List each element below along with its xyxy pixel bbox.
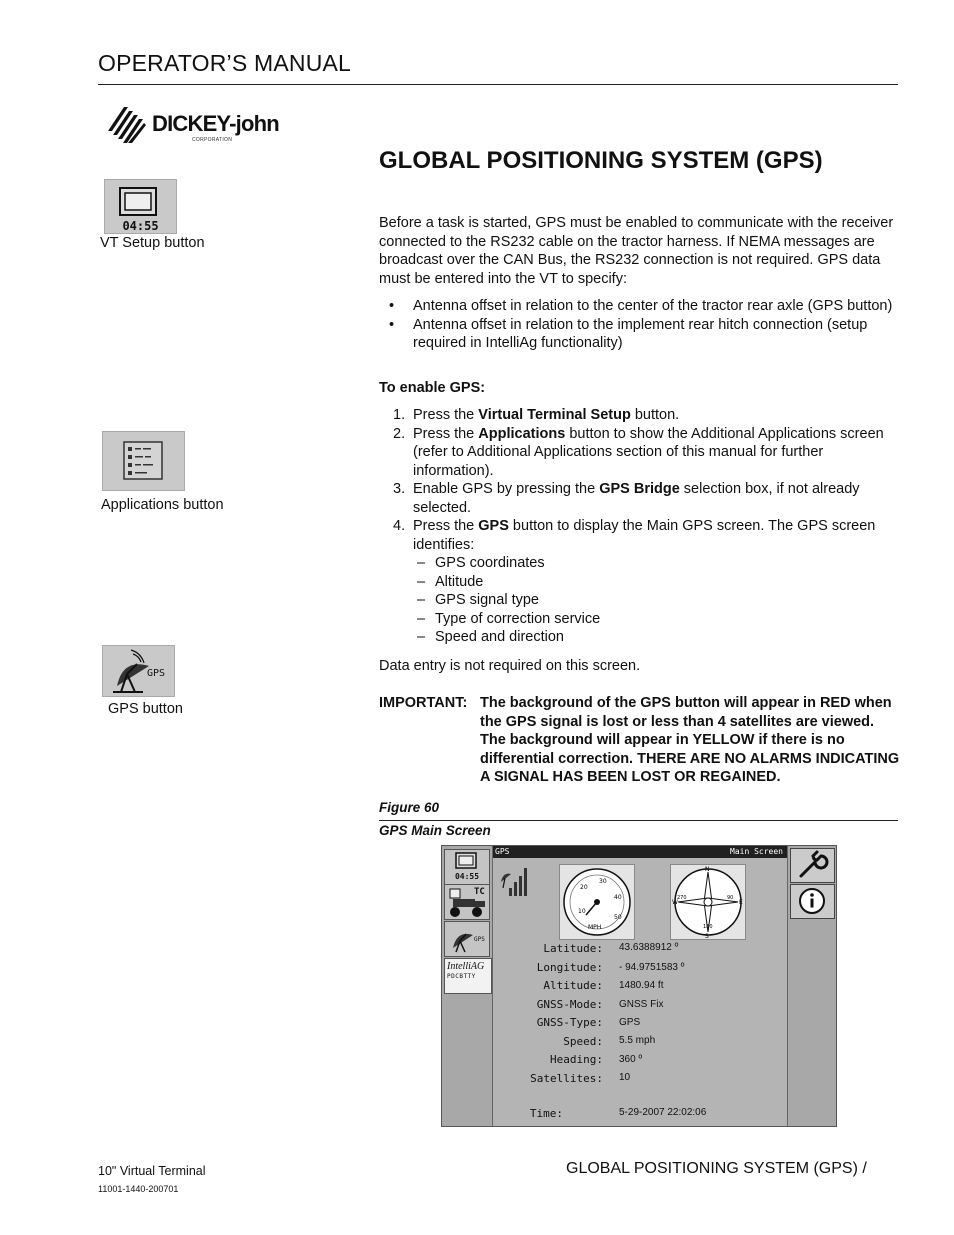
- important-label: IMPORTANT:: [379, 695, 468, 711]
- logo-sub-text: CORPORATION: [192, 137, 233, 143]
- svg-text:180: 180: [703, 924, 713, 930]
- sub-item: – Altitude: [417, 573, 484, 590]
- gps-icon-text: GPS: [147, 668, 166, 679]
- satellites-label: Satellites:: [530, 1072, 603, 1085]
- compass-icon: [671, 865, 745, 939]
- svg-text:30: 30: [599, 878, 607, 885]
- svg-text:40: 40: [614, 894, 622, 901]
- altitude-label: Altitude:: [543, 979, 603, 992]
- heading-value: 360 º: [619, 1054, 643, 1065]
- screen-right-toolbar: [787, 846, 836, 1126]
- manual-title: OPERATOR’S MANUAL: [98, 50, 352, 76]
- screen-gps-button[interactable]: GPS: [444, 921, 490, 957]
- gps-caption: GPS button: [108, 701, 183, 717]
- intro-paragraph: Before a task is started, GPS must be enabled to communicate with the receiver connected to the RS232 cable on the tractor harness. If NEMA messages are broadcast over the CAN Bus, the RS232 connection is not required. GPS data must be entered into the VT to specify:: [379, 215, 894, 287]
- speed-value: 5.5 mph: [619, 1035, 656, 1046]
- checklist-icon: [103, 432, 184, 490]
- step-item: 4. Press the GPS button to display the Main GPS screen. The GPS screen identifies:: [393, 518, 876, 553]
- sub-item: – Speed and direction: [417, 629, 564, 645]
- step-item: 1. Press the Virtual Terminal Setup button.: [393, 407, 680, 423]
- screen-setup-button[interactable]: [790, 848, 835, 883]
- step-item: 3. Enable GPS by pressing the GPS Bridge selection box, if not already selected.: [393, 481, 860, 516]
- footer-doc-number: 11001-1440-200701: [98, 1184, 179, 1194]
- svg-text:270: 270: [677, 895, 687, 901]
- latitude-label: Latitude:: [543, 942, 603, 955]
- svg-text:10: 10: [578, 908, 586, 915]
- longitude-value: - 94.9751583 º: [619, 962, 685, 973]
- monitor-icon: [105, 180, 176, 220]
- header-divider: [98, 84, 898, 85]
- wrench-icon: [791, 849, 834, 882]
- list-item: • Antenna offset in relation to the implement rear hitch connection (setup required in IntelliAg functionality): [389, 316, 868, 351]
- gnss-type-label: GNSS-Type:: [536, 1016, 603, 1029]
- gnss-mode-label: GNSS-Mode:: [536, 998, 603, 1011]
- info-icon: [791, 885, 834, 918]
- time-label: Time:: [529, 1107, 563, 1120]
- screen-info-button[interactable]: [790, 884, 835, 919]
- svg-text:N: N: [705, 866, 710, 873]
- section-title: GLOBAL POSITIONING SYSTEM (GPS): [379, 147, 823, 174]
- figure-divider: [379, 820, 898, 821]
- screen-title-bar: [493, 846, 787, 858]
- figure-label: Figure 60: [379, 800, 440, 815]
- gnss-type-value: GPS: [619, 1017, 641, 1028]
- applications-button-icon: [102, 431, 185, 491]
- list-item: • Antenna offset in relation to the center of the tractor rear axle (GPS button): [389, 298, 893, 314]
- data-entry-note: Data entry is not required on this screen.: [379, 658, 641, 674]
- speedometer-icon: [560, 865, 634, 939]
- screen-title-right: Main Screen: [730, 847, 783, 856]
- svg-text:E: E: [739, 899, 743, 906]
- vt-setup-time: 04:55: [122, 219, 159, 233]
- enable-gps-heading: To enable GPS:: [379, 380, 486, 396]
- gps-main-screen: [441, 845, 837, 1127]
- heading-label: Heading:: [550, 1053, 603, 1066]
- vt-setup-caption: VT Setup button: [100, 235, 205, 251]
- speed-label: Speed:: [563, 1035, 603, 1048]
- logo-brand-text: DICKEY-john: [152, 111, 279, 136]
- satellites-value: 10: [619, 1072, 631, 1083]
- svg-text:90: 90: [727, 895, 734, 901]
- signal-strength-icon: [499, 862, 531, 898]
- sub-item: – GPS coordinates: [417, 555, 545, 571]
- compass-gauge: [670, 864, 746, 940]
- svg-text:W: W: [672, 899, 678, 906]
- monitor-icon: [445, 850, 489, 872]
- vt-setup-button-icon: [104, 179, 177, 234]
- altitude-value: 1480.94 ft: [619, 980, 664, 991]
- footer-section: GLOBAL POSITIONING SYSTEM (GPS) /: [566, 1160, 867, 1177]
- step-item: 2. Press the Applications button to show the Additional Applications screen (refer to Additional Applications section of this manual for further information).: [393, 425, 884, 479]
- svg-text:50: 50: [614, 914, 622, 921]
- gnss-mode-value: GNSS Fix: [619, 999, 664, 1010]
- svg-text:MPH: MPH: [588, 924, 602, 931]
- svg-text:20: 20: [580, 884, 588, 891]
- screen-vt-setup-button[interactable]: 04:55: [444, 849, 490, 885]
- figure-caption: GPS Main Screen: [379, 823, 491, 838]
- offset-bullet-list: [379, 297, 899, 353]
- speed-gauge: [559, 864, 635, 940]
- gps-button-icon: [102, 645, 175, 697]
- logo-mark-icon: [106, 101, 148, 145]
- longitude-label: Longitude:: [536, 961, 603, 974]
- enable-gps-steps: [379, 406, 899, 647]
- latitude-value: 43.6388912 º: [619, 942, 679, 953]
- svg-text:S: S: [705, 933, 709, 939]
- footer-product: 10" Virtual Terminal: [98, 1164, 206, 1178]
- important-text: The background of the GPS button will appear in RED when the GPS signal is lost or less than 4 satellites are viewed. The background will appear in YELLOW if there is no differential correction. THERE ARE NO ALARMS INDICATING A SIGNAL HAS BEEN LOST OR REGAINED.: [480, 695, 900, 785]
- time-value: 5-29-2007 22:02:06: [619, 1107, 707, 1118]
- sub-item: – GPS signal type: [417, 592, 539, 608]
- screen-title-left: GPS: [495, 847, 510, 856]
- sub-item: – Type of correction service: [417, 610, 601, 627]
- applications-caption: Applications button: [101, 497, 224, 513]
- screen-intelliag-button[interactable]: IntelliAG PDCBTTY: [444, 958, 492, 994]
- dickey-john-logo: [106, 101, 296, 147]
- screen-tractor-tc-button[interactable]: TC: [444, 884, 490, 920]
- screen-left-toolbar: [442, 846, 493, 1126]
